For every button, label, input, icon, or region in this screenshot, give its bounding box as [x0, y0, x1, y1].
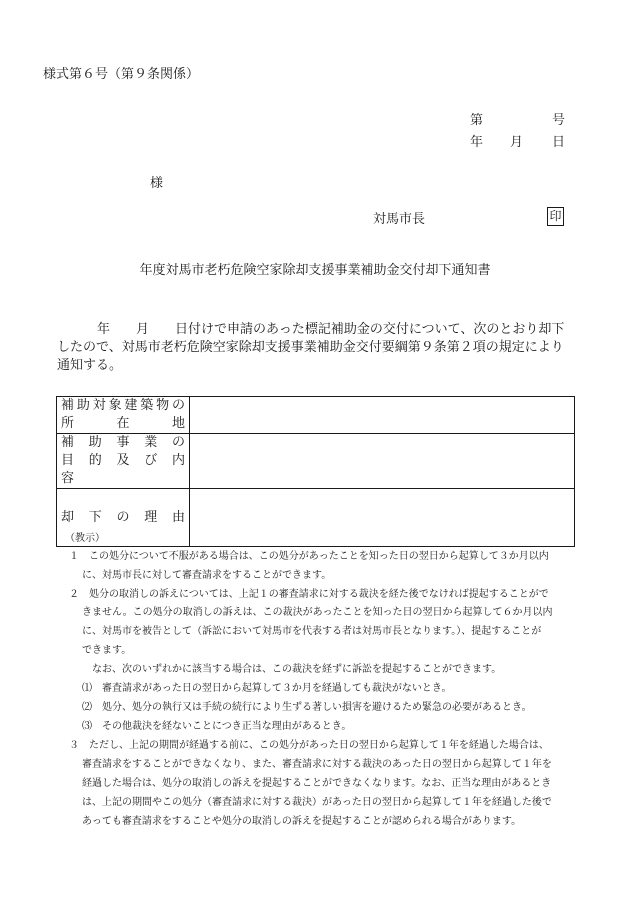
purpose-label-line-2: 目 的 及 び 内 容: [61, 453, 199, 486]
body-month-label: 月: [136, 322, 150, 337]
table-row-location: [57, 397, 575, 434]
body-line-2: したので、対馬市老朽危険空家除却支援事業補助金交付要綱第９条第２項の規定により: [57, 340, 564, 355]
location-label-line-2: 所 在 地: [61, 416, 185, 431]
body-line-1: [57, 321, 577, 339]
seal-mark: 印: [547, 207, 564, 226]
body-year-label: 年: [97, 322, 111, 337]
purpose-label: [57, 434, 199, 489]
note-2-line-1: ２ 処分の取消しの訴えについては、上記１の審査請求に対する裁決を経た後でなければ提起することがで: [69, 589, 549, 600]
notice-body: [57, 321, 577, 375]
note-3-line-5: あっても審査請求をすることや処分の取消しの訴えを提起することが認められる場合があります。: [82, 816, 522, 827]
note-2-item-2: ⑵ 処分、処分の執行又は手続の続行により生ずる著しい損害を避けるため緊急の必要があるとき。: [82, 702, 532, 713]
document-number-suffix: 号: [552, 113, 566, 128]
note-2-line-4: できます。: [82, 645, 132, 656]
note-2-line-5: なお、次のいずれかに該当する場合は、この裁決を経ずに訴訟を提起することができます。: [92, 664, 502, 675]
note-3-line-1: ３ ただし、上記の期間が経過する前に、この処分があった日の翌日から起算して１年を経過した場合は、: [69, 740, 549, 751]
note-3-line-4: は、上記の期間やこの処分（審査請求に対する裁決）があった日の翌日から起算して１年を経過した後で: [82, 797, 552, 808]
location-value-field[interactable]: [190, 397, 575, 434]
table-row-reason: [57, 489, 575, 547]
reason-label-text: 却 下 の 理 由: [61, 509, 185, 525]
table-row-purpose: [57, 434, 575, 489]
location-label-line-1: 補助対象建築物の: [61, 398, 185, 413]
note-1-line-1: １ この処分について不服がある場合は、この処分があったことを知った日の翌日から起算して３か月以内: [69, 551, 549, 562]
note-3-line-2: 審査請求をすることができなくなり、また、審査請求に対する裁決のあった日の翌日から起算して１年を: [82, 759, 552, 770]
date-month-label: 月: [510, 135, 524, 150]
form-number: 様式第６号（第９条関係）: [43, 67, 200, 82]
reason-value-field[interactable]: [190, 489, 575, 547]
body-line-3: 通知する。: [57, 358, 123, 373]
note-3-line-3: 経過した場合は、処分の取消しの訴えを提起することができなくなります。なお、正当な理由があるとき: [82, 778, 552, 789]
note-2-line-3: に、対馬市を被告として（訴訟において対馬市を代表する者は対馬市長となります。）、提起することが: [82, 626, 542, 637]
date-year-label: 年: [470, 135, 484, 150]
location-label: [57, 397, 190, 434]
note-2-item-1: ⑴ 審査請求があった日の翌日から起算して３か月を経過しても裁決がないとき。: [82, 683, 452, 694]
note-2-item-3: ⑶ その他裁決を経ないことにつき正当な理由があるとき。: [82, 721, 352, 732]
info-table: [56, 396, 575, 547]
body-line-1-text: 日付けで申請のあった標記補助金の交付について、次のとおり却下: [175, 322, 565, 337]
notes-heading: （教示）: [65, 533, 105, 544]
note-1-line-2: に、対馬市長に対して審査請求をすることができます。: [82, 570, 332, 581]
purpose-value-field[interactable]: [190, 434, 575, 489]
purpose-label-line-1: 補 助 事 業 の: [61, 435, 185, 450]
notice-title: 年度対馬市老朽危険空家除却支援事業補助金交付却下通知書: [139, 263, 491, 278]
date-day-label: 日: [552, 135, 566, 150]
addressee-suffix: 様: [150, 176, 164, 191]
issuer-title: 対馬市長: [373, 212, 426, 227]
document-number-prefix: 第: [470, 113, 484, 128]
note-2-line-2: きません。この処分の取消しの訴えは、この裁決があったことを知った日の翌日から起算して６か月以内: [82, 607, 553, 618]
